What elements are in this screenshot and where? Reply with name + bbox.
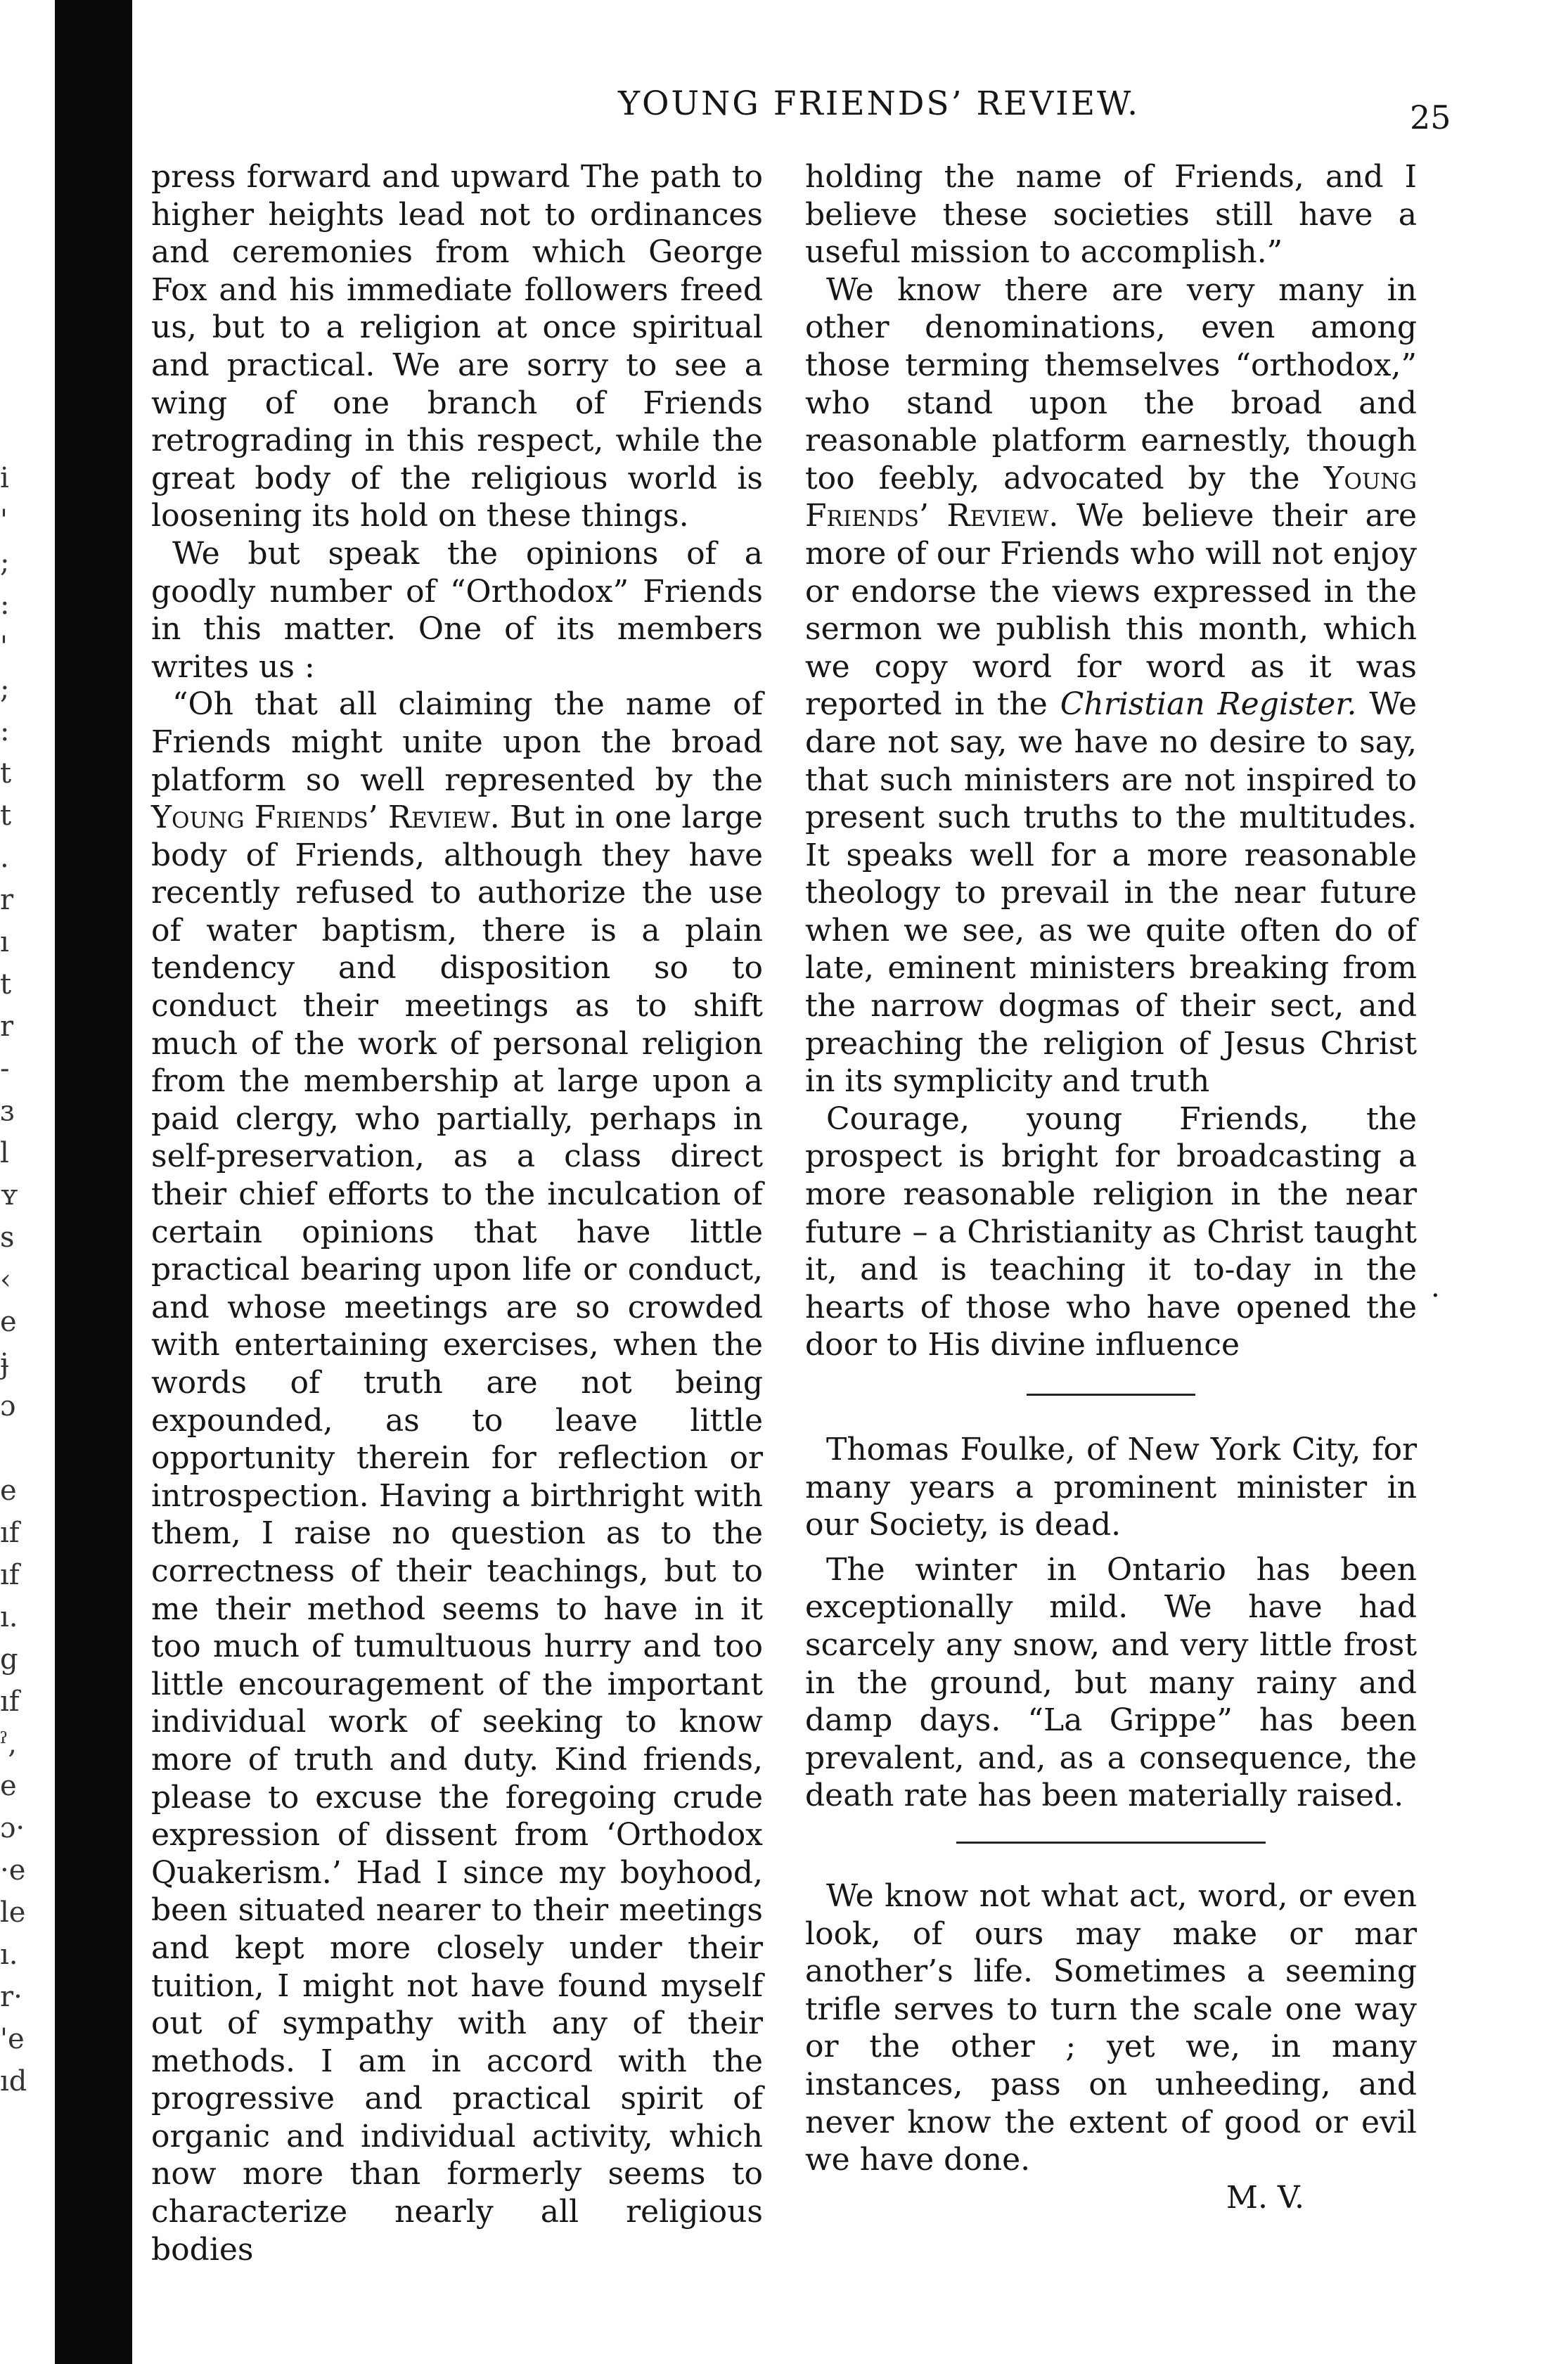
margin-fragment: ; — [0, 546, 10, 579]
margin-fragment — [0, 1427, 49, 1470]
margin-fragment: g — [0, 1643, 18, 1676]
margin-fragment: ıf — [0, 1685, 20, 1718]
margin-fragment: r· — [0, 1981, 23, 2013]
text-b: We believe their are more of our Friends who will not enjoy or endorse the views expressed in the sermon we publish this month, which we copy word for word as it was reported in the — [805, 498, 1417, 723]
margin-fragment: ·e — [0, 1854, 26, 1887]
left-column — [151, 158, 763, 2268]
margin-fragment: ɜ — [0, 1095, 15, 1127]
margin-fragment: ' — [0, 504, 8, 537]
quote-text-b: But in one large body of Friends, although they have recently refused to authorize the use of water baptism, there is a plain tendency and disposition so to conduct their meetings as to shift much of the work of personal religion from the membership at large upon a paid clergy, who partially, perhaps in self-preservation, as a class direct their chief efforts to the inculcation of certain opinions that have little practical bearing upon life or conduct, and whose meetings are so crowded with entertaining exercises, when the words of truth are not being expounded, as to leave little opportunity therein for reflection or introspection. Having a birthright with them, I raise no question as to the correctness of their teachings, but to me their method seems to have in it too much of tumultuous hurry and too little encouragement of the important individual work of seeking to know more of truth and duty. Kind friends, please to excuse the foregoing crude expression of dissent from ‘Orthodox Quakerism.’ Had I since my boyhood, been situated nearer to their meetings and kept more closely under their tuition, I might not have found myself out of sympathy with any of their methods. I am in accord with the progressive and practical spirit of organic and individual activity, which now more than formerly seems to characterize nearly all religious bodies — [151, 799, 763, 2268]
paragraph-opinions: We but speak the opinions of a goodly number of “Orthodox” Friends in this matter. One of its members writes us : — [151, 535, 763, 685]
section-divider — [956, 1842, 1266, 1844]
margin-fragment: ' — [0, 631, 8, 663]
author-signature: M. V. — [1226, 2179, 1304, 2216]
margin-fragment: i — [0, 462, 9, 494]
margin-fragment: ɔ· — [0, 1812, 25, 1844]
margin-fragment: ˀ, — [0, 1728, 17, 1760]
margin-fragment: ıf — [0, 1517, 20, 1549]
margin-fragment: ; — [0, 673, 10, 705]
margin-fragment: t — [0, 968, 12, 1001]
right-column — [805, 158, 1417, 2216]
margin-fragment: t — [0, 757, 12, 790]
margin-fragment: r — [0, 1010, 14, 1043]
adjacent-page-fragments — [0, 457, 49, 2102]
margin-fragment: ‹ — [0, 1264, 11, 1296]
quoted-letter — [151, 686, 763, 2268]
margin-fragment: l — [0, 1137, 9, 1169]
margin-fragment: s — [0, 1221, 15, 1254]
margin-fragment: ıf — [0, 1559, 20, 1591]
margin-fragment: - — [0, 1053, 10, 1085]
publication-name: Christian Register. — [1060, 686, 1357, 723]
margin-fragment: ı. — [0, 1601, 18, 1633]
margin-fragment: ı — [0, 926, 9, 958]
margin-fragment: le — [0, 1896, 26, 1929]
margin-fragment: ʏ — [0, 1179, 19, 1212]
paragraph-courage: Courage, young Friends, the prospect is bright for broadcasting a more reasonable religion in the near future – a Christianity as Christ taught it, and is teaching it to-day in the hearts of those who have opened the door to His divine influence — [805, 1100, 1417, 1363]
page-number: 25 — [1410, 98, 1451, 136]
margin-fragment: t — [0, 799, 12, 832]
margin-fragment: ı. — [0, 1939, 18, 1971]
margin-fragment: e — [0, 1475, 17, 1507]
scan-binding-edge — [55, 0, 132, 2364]
news-obituary: Thomas Foulke, of New York City, for many years a prominent minister in our Society, is dead. — [805, 1432, 1417, 1543]
margin-fragment: e — [0, 1770, 17, 1802]
margin-fragment: : — [0, 589, 10, 621]
journal-name: Young Friends’ Review. — [151, 799, 500, 836]
quote-text-a: “Oh that all claiming the name of Friends might unite upon the broad platform so well represented by the — [151, 686, 763, 798]
margin-fragment: 'e — [0, 2023, 25, 2055]
text-a: We know there are very many in other denominations, even among those terming themselves “orthodox,” who stand upon the broad and reasonable platform earnestly, though too feebly, advocated by the — [805, 271, 1417, 496]
margin-fragment: ıd — [0, 2065, 27, 2098]
margin-fragment: . — [0, 842, 9, 874]
paragraph-denominations — [805, 271, 1417, 1100]
speck-mark: · — [1431, 1280, 1440, 1312]
margin-fragment: : — [0, 715, 10, 747]
running-title: YOUNG FRIENDS’ REVIEW. — [617, 84, 1140, 123]
news-weather: The winter in Ontario has been exceptionally mild. We have had scarcely any snow, and very little frost in the ground, but many rainy and damp days. “La Grippe” has been prevalent, and, as a consequence, the death rate has been materially raised. — [805, 1551, 1417, 1814]
margin-fragment: r — [0, 884, 14, 916]
margin-fragment: e — [0, 1306, 17, 1338]
quote-end: holding the name of Friends, and I believe these societies still have a useful mission to accomplish.” — [805, 159, 1417, 271]
section-divider — [1027, 1394, 1195, 1396]
margin-fragment: ɔ — [0, 1390, 16, 1422]
text-c: We dare not say, we have no desire to say, that such ministers are not inspired to present such truths to the multitudes. It speaks well for a more reasonable theology to prevail in the near future when we see, as we quite often do of late, eminent ministers breaking from the narrow dogmas of their sect, and preaching the religion of Jesus Christ in its symplicity and truth — [805, 686, 1417, 1100]
margin-fragment: ɉ — [0, 1348, 9, 1380]
paragraph-reflection: We know not what act, word, or even look, of ours may make or mar another’s life. Sometimes a seeming trifle serves to turn the scale one way or the other ; yet we, in many instances, pass on unheeding, and never know the extent of good or evil we have done. — [805, 1877, 1417, 2178]
journal-name: Young Friends’ Review. — [805, 460, 1417, 534]
paragraph-continuation: press forward and upward The path to higher heights lead not to ordinances and ceremonies from which George Fox and his immediate followers freed us, but to a religion at once spiritual and practical. We are sorry to see a wing of one branch of Friends retrograding in this respect, while the great body of the religious world is loosening its hold on these things. — [151, 159, 763, 534]
